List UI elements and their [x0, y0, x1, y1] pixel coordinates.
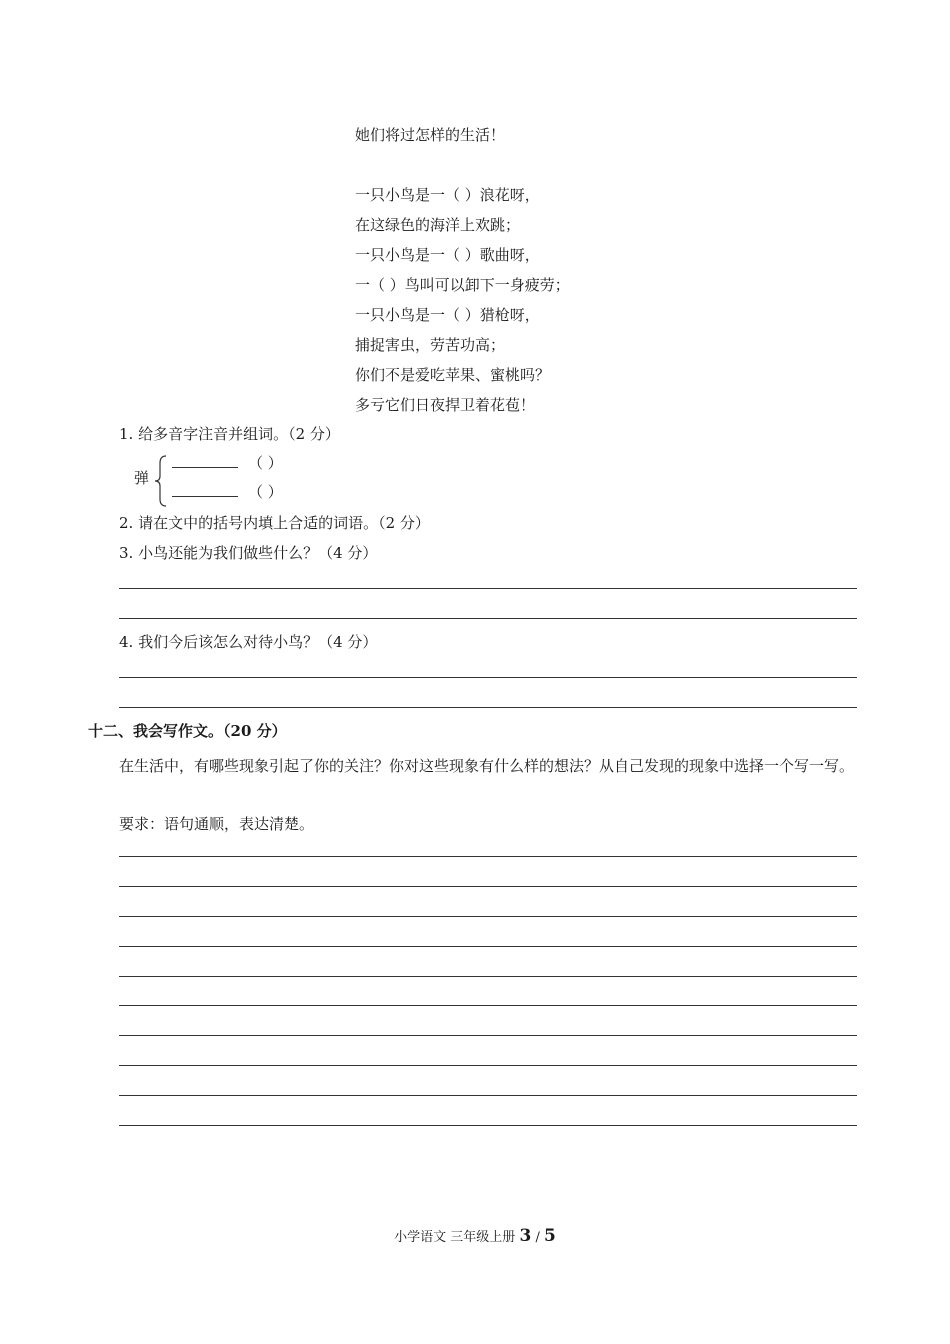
question-3: 3. 小鸟还能为我们做些什么？（4 分） [119, 544, 378, 562]
answer-row-1 [172, 453, 283, 473]
pinyin-paren[interactable]: （ ） [248, 454, 283, 472]
poem-line: 一只小鸟是一（ ）猎枪呀， [355, 306, 540, 324]
page-total: 5 [543, 1226, 556, 1246]
word-blank[interactable] [172, 482, 238, 497]
poem-line: 一只小鸟是一（ ）浪花呀， [355, 186, 540, 204]
poem-intro: 她们将过怎样的生活！ [355, 126, 506, 144]
writing-line[interactable] [119, 886, 857, 887]
footer-label: 小学语文 三年级上册 [394, 1230, 516, 1245]
writing-line[interactable] [119, 856, 857, 857]
question-2: 2. 请在文中的括号内填上合适的词语。（2 分） [119, 514, 430, 532]
writing-line[interactable] [119, 946, 857, 947]
question-4: 4. 我们今后该怎么对待小鸟？（4 分） [119, 633, 378, 651]
writing-line[interactable] [119, 1005, 857, 1006]
answer-line[interactable] [119, 677, 857, 678]
answer-line[interactable] [119, 618, 857, 619]
writing-line[interactable] [119, 976, 857, 977]
answer-line[interactable] [119, 588, 857, 589]
brace-icon [154, 455, 168, 507]
answer-line[interactable] [119, 707, 857, 708]
poem-line: 你们不是爱吃苹果、蜜桃吗？ [355, 366, 551, 384]
poem-line: 在这绿色的海洋上欢跳； [355, 216, 521, 234]
writing-line[interactable] [119, 1095, 857, 1096]
essay-requirement: 要求：语句通顺，表达清楚。 [119, 815, 315, 833]
writing-line[interactable] [119, 1065, 857, 1066]
poem-line: 一（ ）鸟叫可以卸下一身疲劳； [355, 276, 570, 294]
essay-prompt: 在生活中，有哪些现象引起了你的关注？你对这些现象有什么样的想法？从自己发现的现象中选择一个写一写。 [119, 757, 855, 775]
answer-row-2 [172, 482, 283, 502]
word-blank[interactable] [172, 453, 238, 468]
writing-line[interactable] [119, 916, 857, 917]
writing-line[interactable] [119, 1125, 857, 1126]
poem-line: 多亏它们日夜捍卫着花苞！ [355, 396, 536, 414]
polyphone-character: 弹 [134, 469, 150, 487]
poem-line: 捕捉害虫，劳苦功高； [355, 336, 506, 354]
poem-line: 一只小鸟是一（ ）歌曲呀， [355, 246, 540, 264]
question-1: 1. 给多音字注音并组词。（2 分） [119, 425, 340, 443]
page-footer [0, 1226, 950, 1246]
page-separator: / [535, 1230, 540, 1245]
pinyin-paren[interactable]: （ ） [248, 483, 283, 501]
page-number: 3 [519, 1226, 532, 1246]
writing-line[interactable] [119, 1035, 857, 1036]
section-title: 十二、我会写作文。（20 分） [88, 722, 287, 740]
